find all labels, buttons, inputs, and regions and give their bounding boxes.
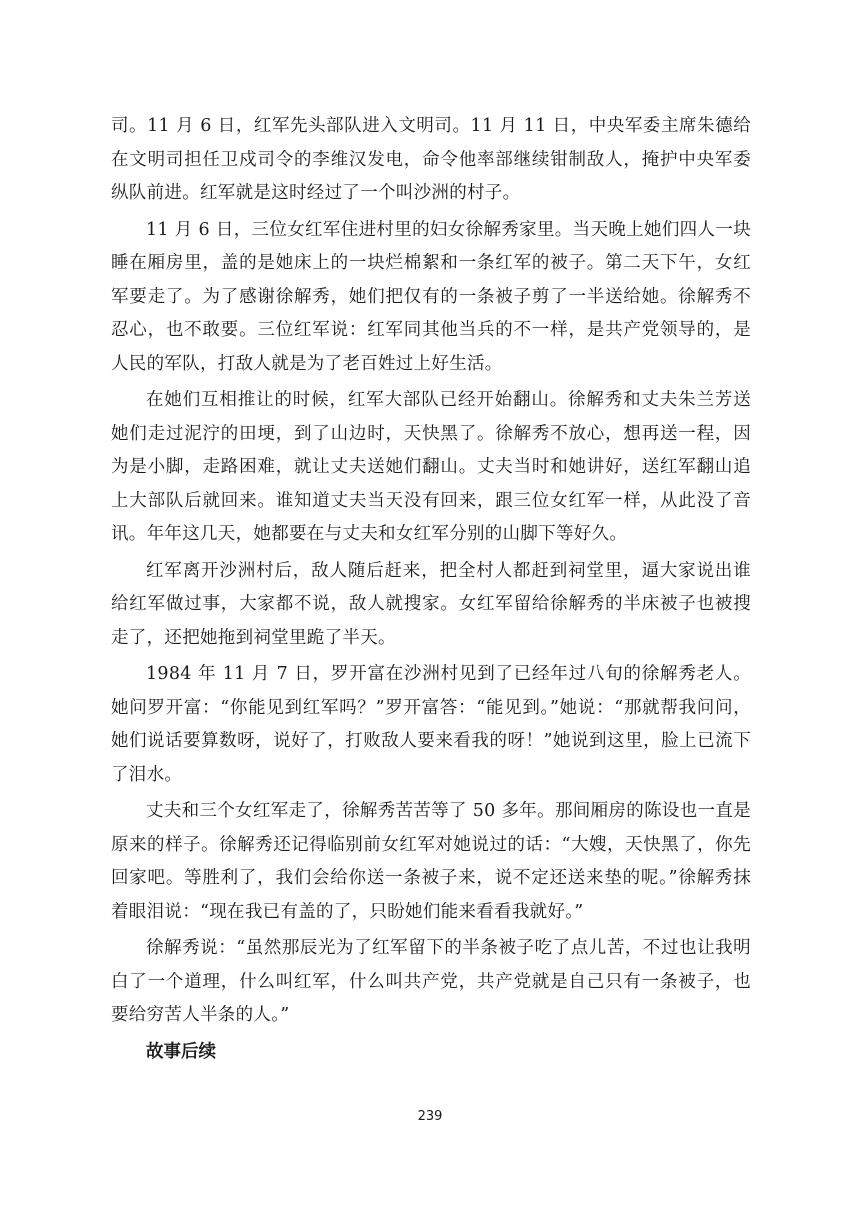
page-content [111,110,751,1069]
paragraph: 1984 年 11 月 7 日，罗开富在沙洲村见到了已经年过八旬的徐解秀老人。她问罗开富：“你能见到红军吗？”罗开富答：“能见到。”她说：“那就帮我问问，她们说话要算数呀，说好了，打败敌人要来看我的呀！”她说到这里，脸上已流下了泪水。 [111,664,751,785]
paragraph: 11 月 6 日，三位女红军住进村里的妇女徐解秀家里。当天晚上她们四人一块睡在厢房里，盖的是她床上的一块烂棉絮和一条红军的被子。第二天下午，女红军要走了。为了感谢徐解秀，她们把仅有的一条被子剪了一半送给她。徐解秀不忍心，也不敢要。三位红军说：红军同其他当兵的不一样，是共产党领导的，是人民的军队，打敌人就是为了老百姓过上好生活。 [111,219,751,374]
paragraph: 红军离开沙洲村后，敌人随后赶来，把全村人都赶到祠堂里，逼大家说出谁给红军做过事，大家都不说，敌人就搜家。女红军留给徐解秀的半床被子也被搜走了，还把她拖到祠堂里跪了半天。 [111,560,751,648]
page-number: 239 [417,1109,443,1124]
paragraph: 在她们互相推让的时候，红军大部队已经开始翻山。徐解秀和丈夫朱兰芳送她们走过泥泞的田埂，到了山边时，天快黑了。徐解秀不放心，想再送一程，因为是小脚，走路困难，就让丈夫送她们翻山。丈夫当时和她讲好，送红军翻山追上大部队后就回来。谁知道丈夫当天没有回来，跟三位女红军一样，从此没了音讯。年年这几天，她都要在与丈夫和女红军分别的山脚下等好久。 [111,390,751,544]
paragraph-continuation: 司。11 月 6 日，红军先头部队进入文明司。11 月 11 日，中央军委主席朱德给在文明司担任卫戍司令的李维汉发电，命令他率部继续钳制敌人，掩护中央军委纵队前进。红军就是这时经过了一个叫沙洲的村子。 [111,116,751,203]
paragraph: 丈夫和三个女红军走了，徐解秀苦苦等了 50 多年。那间厢房的陈设也一直是原来的样子。徐解秀还记得临别前女红军对她说过的话：“大嫂，天快黑了，你先回家吧。等胜利了，我们会给你送一条被子来，说不定还送来垫的呢。”徐解秀抹着眼泪说：“现在我已有盖的了，只盼她们能来看看我就好。” [111,801,751,922]
section-heading: 故事后续 [146,1041,216,1062]
paragraph: 徐解秀说：“虽然那辰光为了红军留下的半条被子吃了点儿苦，不过也让我明白了一个道理，什么叫红军，什么叫共产党，共产党就是自己只有一条被子，也要给穷苦人半条的人。” [111,938,751,1025]
